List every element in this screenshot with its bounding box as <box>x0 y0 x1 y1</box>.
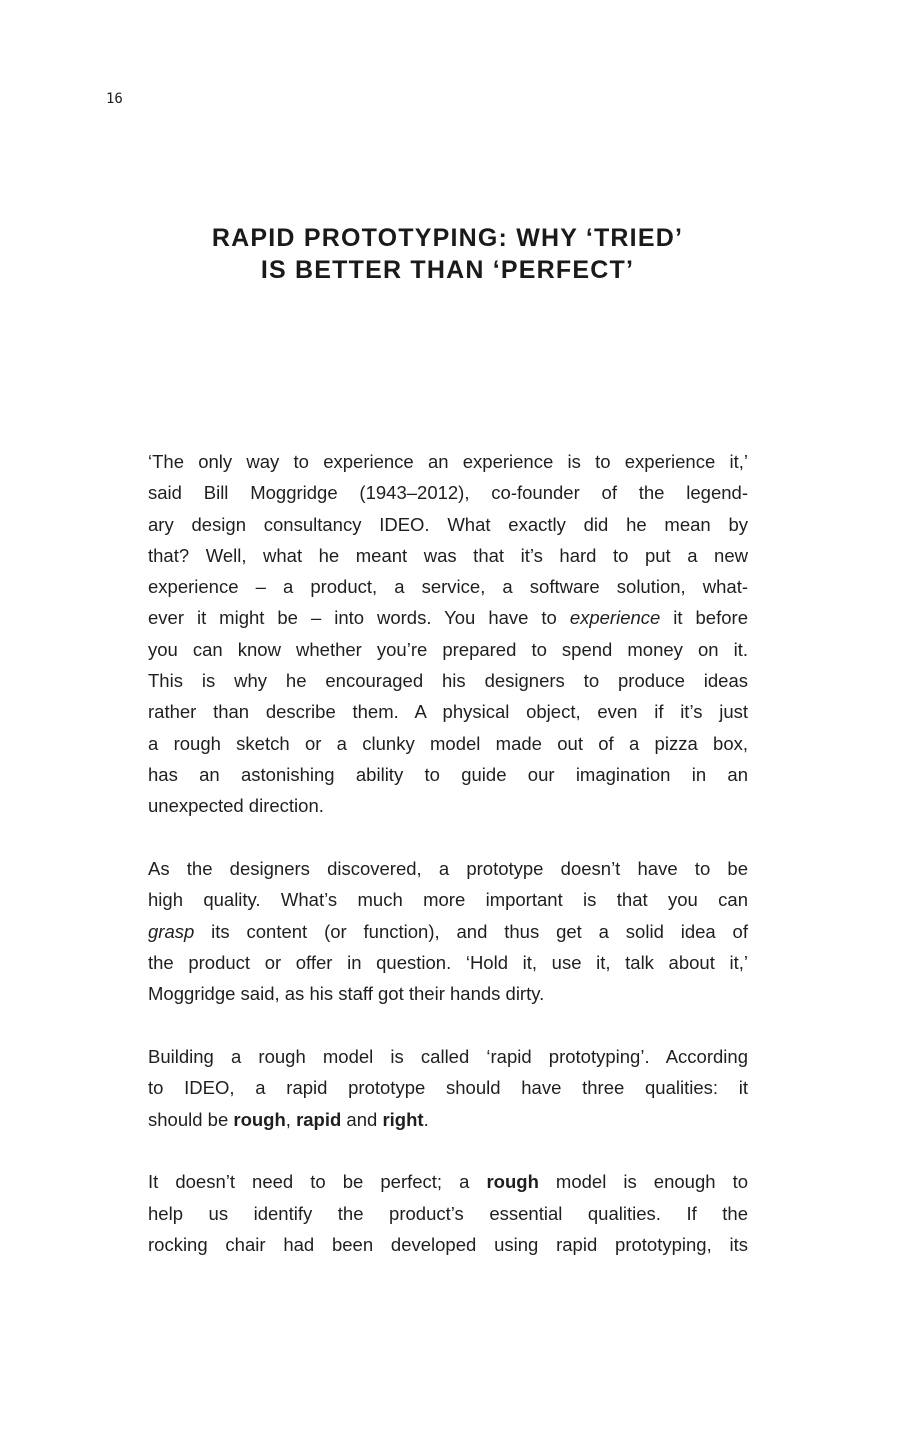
page-number: 16 <box>106 91 123 107</box>
text-line <box>148 978 748 1009</box>
title-line: RAPID PROTOTYPING: WHY ‘TRIED’ <box>211 224 684 252</box>
text-run: rocking chair had been developed using rapid prototyping, its <box>148 1234 748 1256</box>
title-line: IS BETTER THAN ‘PERFECT’ <box>260 256 635 284</box>
text-run: the product or offer in question. ‘Hold it, use it, talk about it,’ <box>148 951 748 973</box>
page-title <box>0 222 895 286</box>
paragraph-gap <box>148 822 748 854</box>
text-run: rather than describe them. A physical object, even if it’s just <box>148 701 748 723</box>
bold-text: rough <box>233 1108 286 1130</box>
bold-text: rapid <box>296 1108 342 1130</box>
body-text <box>148 446 748 1260</box>
paragraph <box>148 446 748 822</box>
text-run: has an astonishing ability to guide our imagination in an <box>148 763 748 785</box>
text-line <box>148 509 748 540</box>
text-line <box>148 1041 748 1072</box>
text-line <box>148 477 748 508</box>
paragraph-gap <box>148 1010 748 1042</box>
text-run: It doesn’t need to be perfect; a <box>148 1171 487 1193</box>
text-run: ‘The only way to experience an experience is to experience it,’ <box>148 451 748 472</box>
text-run: , <box>285 1108 297 1130</box>
text-run: high quality. What’s much more important is that you can <box>148 889 748 911</box>
text-line <box>148 1166 748 1197</box>
text-line <box>148 1229 748 1260</box>
emphasis-text: experience <box>569 607 661 629</box>
bold-text: right <box>382 1108 424 1130</box>
text-run: and <box>341 1108 383 1130</box>
text-run: it before <box>660 607 748 629</box>
text-run: help us identify the product’s essential qualities. If the <box>148 1202 748 1224</box>
text-line <box>148 1072 748 1103</box>
paragraph <box>148 853 748 1009</box>
text-line <box>148 884 748 915</box>
paragraph-gap <box>148 1135 748 1167</box>
text-run: Moggridge said, as his staff got their hands dirty. <box>148 983 545 1005</box>
paragraph <box>148 1041 748 1135</box>
text-run: unexpected direction. <box>148 795 324 817</box>
text-run: . <box>423 1108 429 1130</box>
text-line <box>148 571 748 602</box>
paragraph <box>148 1166 748 1260</box>
text-line <box>148 540 748 571</box>
text-run: As the designers discovered, a prototype doesn’t have to be <box>148 858 748 880</box>
text-run: This is why he encouraged his designers to produce ideas <box>148 670 748 692</box>
text-line <box>148 728 748 759</box>
text-run: model is enough to <box>538 1171 749 1193</box>
text-line <box>148 665 748 696</box>
text-run: should be <box>148 1108 234 1130</box>
text-run: Building a rough model is called ‘rapid prototyping’. According <box>148 1046 748 1068</box>
text-run: a rough sketch or a clunky model made out of a pizza box, <box>148 732 748 754</box>
text-run: said Bill Moggridge (1943–2012), co-founder of the legend- <box>148 482 748 504</box>
text-run: that? Well, what he meant was that it’s hard to put a new <box>148 544 748 566</box>
text-run: experience – a product, a service, a software solution, what- <box>148 576 748 598</box>
emphasis-text: grasp <box>148 920 195 942</box>
text-line <box>148 853 748 884</box>
text-line <box>148 790 748 821</box>
text-line <box>148 634 748 665</box>
text-line <box>148 602 748 633</box>
text-line <box>148 696 748 727</box>
text-run: ary design consultancy IDEO. What exactly did he mean by <box>148 513 748 535</box>
text-line <box>148 446 748 477</box>
text-line <box>148 916 748 947</box>
text-run: you can know whether you’re prepared to spend money on it. <box>148 638 748 660</box>
text-run: ever it might be – into words. You have to <box>148 607 570 629</box>
text-run: to IDEO, a rapid prototype should have three qualities: it <box>148 1077 748 1099</box>
text-run: its content (or function), and thus get a solid idea of <box>194 920 748 942</box>
text-line <box>148 759 748 790</box>
bold-text: rough <box>486 1171 539 1193</box>
text-line <box>148 947 748 978</box>
text-line <box>148 1198 748 1229</box>
text-line <box>148 1104 748 1135</box>
